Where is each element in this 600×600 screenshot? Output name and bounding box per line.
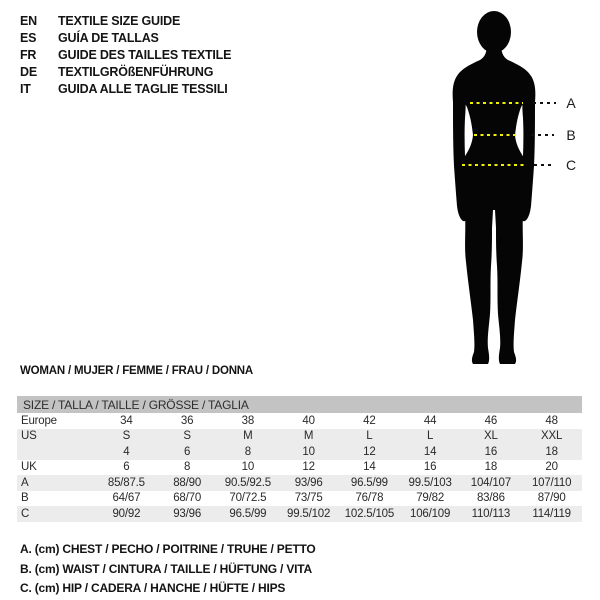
table-row [17,429,582,445]
marker-label-hip: C [565,157,577,173]
table-cell: 12 [363,445,376,458]
table-cell: 16 [423,461,437,474]
table-cell: 93/96 [294,476,323,489]
size-table [17,396,582,522]
table-cell: M [243,430,253,443]
table-row-label: C [21,507,30,520]
language-code: EN [20,14,37,28]
table-cell: 90.5/92.5 [224,476,271,489]
table-cell: 96.5/99 [350,476,388,489]
table-cell: M [303,430,314,443]
table-cell: XL [484,430,498,443]
table-cell: 36 [180,414,194,427]
table-cell: 64/67 [112,492,141,505]
language-row [20,81,231,98]
table-cell: 70/72.5 [229,492,267,505]
figure-area [420,0,600,372]
table-row [17,506,582,522]
table-cell: 20 [545,461,558,474]
table-cell: 46 [484,414,498,427]
table-row [17,444,582,460]
table-cell: 4 [123,445,130,458]
language-title: GUIDE DES TAILLES TEXTILE [58,48,232,62]
silhouette-group [453,11,536,364]
table-cell: 73/75 [294,492,323,505]
table-row-label: Europe [21,414,57,427]
language-row [20,13,231,30]
legend [20,540,316,599]
table-cell: 88/90 [173,476,202,489]
table-cell: 40 [302,414,315,427]
legend-line: A. (cm) CHEST / PECHO / POITRINE / TRUHE / PETTO [20,542,316,556]
table-cell: 16 [484,445,498,458]
language-code: IT [20,82,31,96]
table-cell: 87/90 [537,492,566,505]
table-row-label: US [21,430,37,443]
language-row [20,47,231,64]
table-cell: 14 [423,445,437,458]
marker-label-waist: B [566,127,576,143]
table-row [17,475,582,491]
size-table-header: SIZE / TALLA / TAILLE / GRÖSSE / TAGLIA [17,396,582,413]
table-cell: 104/107 [470,476,511,489]
table-cell: 114/119 [532,507,571,520]
table-cell: 79/82 [416,492,445,505]
table-cell: 48 [545,414,558,427]
table-cell: 102.5/105 [344,507,395,520]
language-row [20,30,231,47]
table-cell: 68/70 [173,492,202,505]
table-row-label: UK [21,461,37,474]
table-cell: S [122,430,131,443]
marker-label-chest: A [566,95,576,111]
table-cell: 8 [184,461,191,474]
table-cell: 6 [184,445,191,458]
table-cell: 106/109 [410,507,451,520]
language-title: GUIDA ALLE TAGLIE TESSILI [58,82,228,96]
table-row-label: A [21,476,29,489]
table-cell: 76/78 [355,492,384,505]
language-code: ES [20,31,37,45]
table-cell: 110/113 [471,507,511,520]
legend-line: C. (cm) HIP / CADERA / HANCHE / HÜFTE / HIPS [20,581,286,595]
table-row [17,460,582,476]
table-cell: 99.5/103 [408,476,452,489]
table-cell: 99.5/102 [287,507,331,520]
table-cell: 38 [241,414,255,427]
woman-silhouette [420,0,600,372]
table-row [17,491,582,507]
table-cell: 10 [241,461,255,474]
size-table-header-row [17,396,582,413]
table-cell: S [183,430,191,443]
language-row [20,64,231,81]
table-row [17,413,582,429]
table-cell: 85/87.5 [107,476,145,489]
legend-line: B. (cm) WAIST / CINTURA / TAILLE / HÜFTUNG / VITA [20,561,312,576]
table-row-label [17,444,96,460]
table-cell: 18 [484,461,498,474]
table-cell: 83/86 [476,492,505,505]
language-code: FR [20,48,37,62]
table-cell: 18 [545,445,558,458]
language-title: GUÍA DE TALLAS [58,31,159,45]
table-cell: 14 [363,461,376,474]
table-cell: 10 [302,445,315,458]
table-cell: 44 [423,414,437,427]
language-title: TEXTILE SIZE GUIDE [58,14,181,28]
table-cell: 34 [120,414,133,427]
table-cell: 96.5/99 [229,507,267,520]
table-row-label: B [21,492,29,505]
language-title: TEXTILGRÖßENFÜHRUNG [58,65,214,79]
table-cell: 6 [123,461,130,474]
table-cell: 8 [244,445,251,458]
section-title: WOMAN / MUJER / FEMME / FRAU / DONNA [20,365,254,377]
table-cell: XXL [541,430,563,443]
table-cell: 107/110 [531,476,572,489]
language-list [20,13,231,98]
table-cell: 12 [302,461,315,474]
table-cell: 93/96 [173,507,202,520]
table-cell: L [366,430,373,443]
table-cell: 42 [363,414,376,427]
size-table-body [17,413,582,522]
table-cell: L [427,430,434,443]
language-code: DE [20,65,37,79]
table-cell: 90/92 [112,507,141,520]
